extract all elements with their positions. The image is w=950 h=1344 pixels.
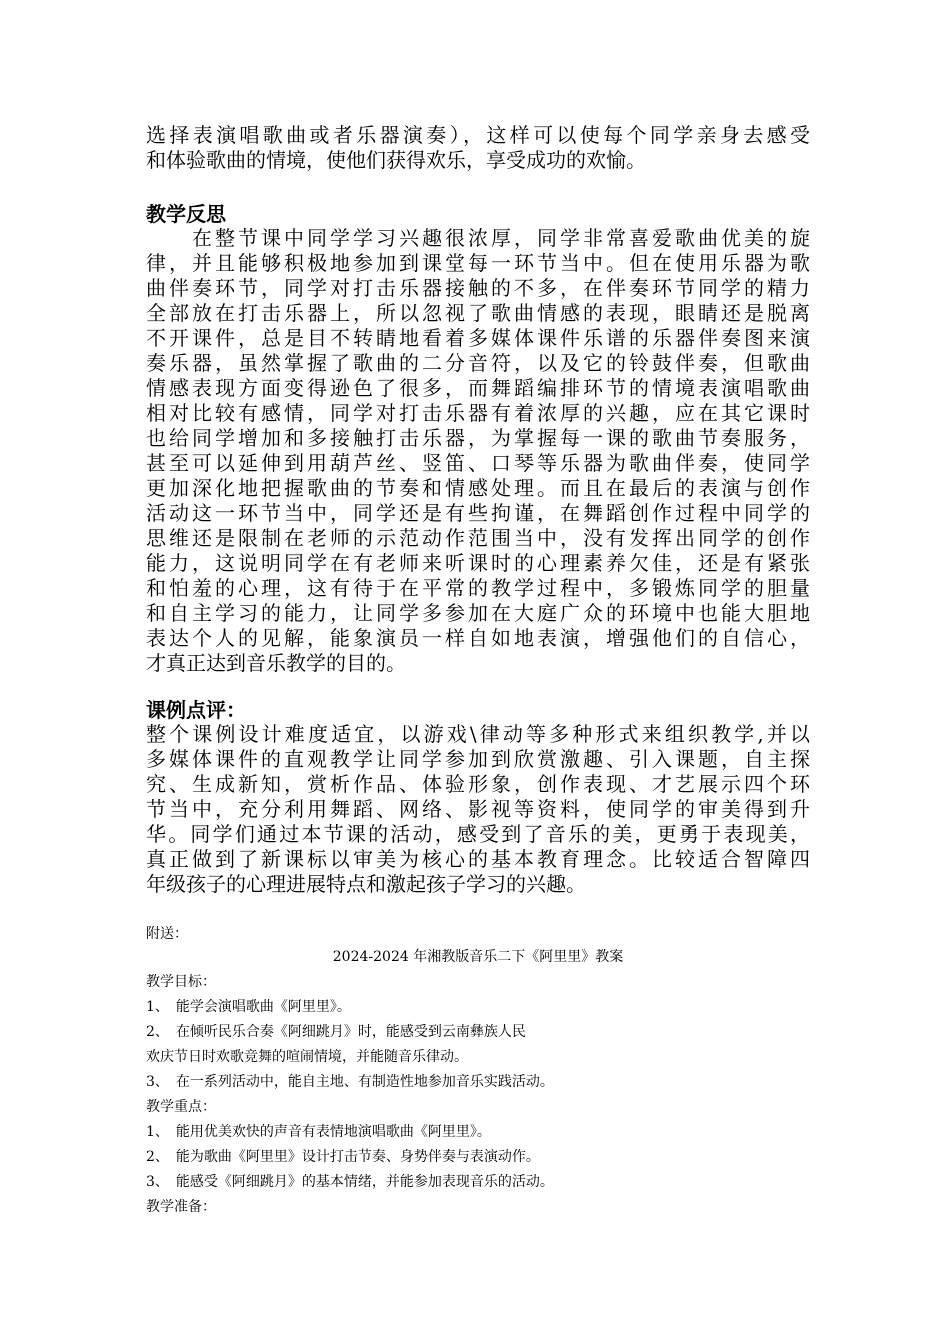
comment-line: 真正做到了新课标以审美为核心的基本教育理念。比较适合智障四 bbox=[146, 847, 810, 871]
appendix-line: 1、 能用优美欢快的声音有表情地演唱歌曲《阿里里》。 bbox=[146, 1124, 491, 1140]
appendix-line: 1、 能学会演唱歌曲《阿里里》。 bbox=[146, 999, 351, 1015]
appendix-line: 3、 能感受《阿细跳月》的基本情绪，并能参加表现音乐的活动。 bbox=[146, 1174, 554, 1190]
comment-line: 整个课例设计难度适宜，以游戏\律动等多种形式来组织教学,并以 bbox=[146, 722, 810, 746]
reflection-line: 更加深化地把握歌曲的节奏和情感处理。而且在最后的表演与创作 bbox=[146, 476, 810, 500]
intro-line: 和体验歌曲的情境，使他们获得欢乐，享受成功的欢愉。 bbox=[146, 148, 646, 172]
reflection-line: 律，并且能够积极地参加到课堂每一环节当中。但在使用乐器为歌 bbox=[146, 251, 810, 275]
comment-line: 年级孩子的心理进展特点和激起孩子学习的兴趣。 bbox=[146, 872, 586, 896]
reflection-line: 全部放在打击乐器上，所以忽视了歌曲情感的表现，眼睛还是脱离 bbox=[146, 301, 810, 325]
intro-paragraph bbox=[146, 123, 810, 173]
reflection-line: 不开课件，总是目不转睛地看着多媒体课件乐谱的乐器伴奏图来演 bbox=[146, 326, 810, 350]
comment-paragraph bbox=[146, 722, 810, 897]
appendix-line: 教学目标： bbox=[146, 974, 216, 990]
appendix-label: 附送： bbox=[146, 926, 188, 942]
reflection-line: 才真正达到音乐教学的目的。 bbox=[146, 651, 406, 675]
reflection-line: 也给同学增加和多接触打击乐器，为掌握每一课的歌曲节奏服务， bbox=[146, 426, 810, 450]
reflection-line: 相对比较有感情，同学对打击乐器有着浓厚的兴趣，应在其它课时 bbox=[146, 401, 810, 425]
appendix-line: 教学准备： bbox=[146, 1199, 216, 1215]
appendix-line: 欢庆节日时欢歌竞舞的喧闹情境，并能随音乐律动。 bbox=[146, 1049, 468, 1065]
appendix-line: 教学重点： bbox=[146, 1099, 216, 1115]
appendix-title: 2024-2024 年湘教版音乐二下《阿里里》教案 bbox=[332, 949, 624, 965]
comment-line: 节当中，充分利用舞蹈、网络、影视等资料，使同学的审美得到升 bbox=[146, 797, 810, 821]
comment-line: 华。同学们通过本节课的活动，感受到了音乐的美，更勇于表现美， bbox=[146, 822, 810, 846]
appendix-line: 2、 在倾听民乐合奏《阿细跳月》时，能感受到云南彝族人民 bbox=[146, 1024, 526, 1040]
reflection-line: 活动这一环节当中，同学还是有些拘谨，在舞蹈创作过程中同学的 bbox=[146, 501, 810, 525]
reflection-line: 甚至可以延伸到用葫芦丝、竖笛、口琴等乐器为歌曲伴奏，使同学 bbox=[146, 451, 810, 475]
reflection-line: 思维还是限制在老师的示范动作范围当中，没有发挥出同学的创作 bbox=[146, 526, 810, 550]
appendix-line: 2、 能为歌曲《阿里里》设计打击节奏、身势伴奏与表演动作。 bbox=[146, 1149, 540, 1165]
reflection-paragraph bbox=[146, 226, 810, 676]
reflection-line: 情感表现方面变得逊色了很多，而舞蹈编排环节的情境表演唱歌曲 bbox=[146, 376, 810, 400]
reflection-line: 奏乐器，虽然掌握了歌曲的二分音符，以及它的铃鼓伴奏，但歌曲 bbox=[146, 351, 810, 375]
comment-line: 多媒体课件的直观教学让同学参加到欣赏激趣、引入课题，自主探 bbox=[146, 747, 810, 771]
reflection-line: 和怕羞的心理，这有待于在平常的教学过程中，多锻炼同学的胆量 bbox=[146, 576, 810, 600]
reflection-heading: 教学反思 bbox=[146, 202, 226, 226]
reflection-line: 曲伴奏环节，同学对打击乐器接触的不多，在伴奏环节同学的精力 bbox=[146, 276, 810, 300]
appendix-line: 3、 在一系列活动中，能自主地、有制造性地参加音乐实践活动。 bbox=[146, 1074, 554, 1090]
comment-line: 究、生成新知，赏析作品、体验形象，创作表现、才艺展示四个环 bbox=[146, 772, 810, 796]
reflection-line: 在整节课中同学学习兴趣很浓厚，同学非常喜爱歌曲优美的旋 bbox=[146, 226, 810, 250]
reflection-line: 表达个人的见解，能象演员一样自如地表演，增强他们的自信心， bbox=[146, 626, 810, 650]
reflection-line: 能力，这说明同学在有老师来听课时的心理素养欠佳，还是有紧张 bbox=[146, 551, 810, 575]
intro-line: 选择表演唱歌曲或者乐器演奏），这样可以使每个同学亲身去感受 bbox=[146, 123, 810, 147]
comment-heading: 课例点评： bbox=[146, 698, 246, 722]
reflection-line: 和自主学习的能力，让同学多参加在大庭广众的环境中也能大胆地 bbox=[146, 601, 810, 625]
